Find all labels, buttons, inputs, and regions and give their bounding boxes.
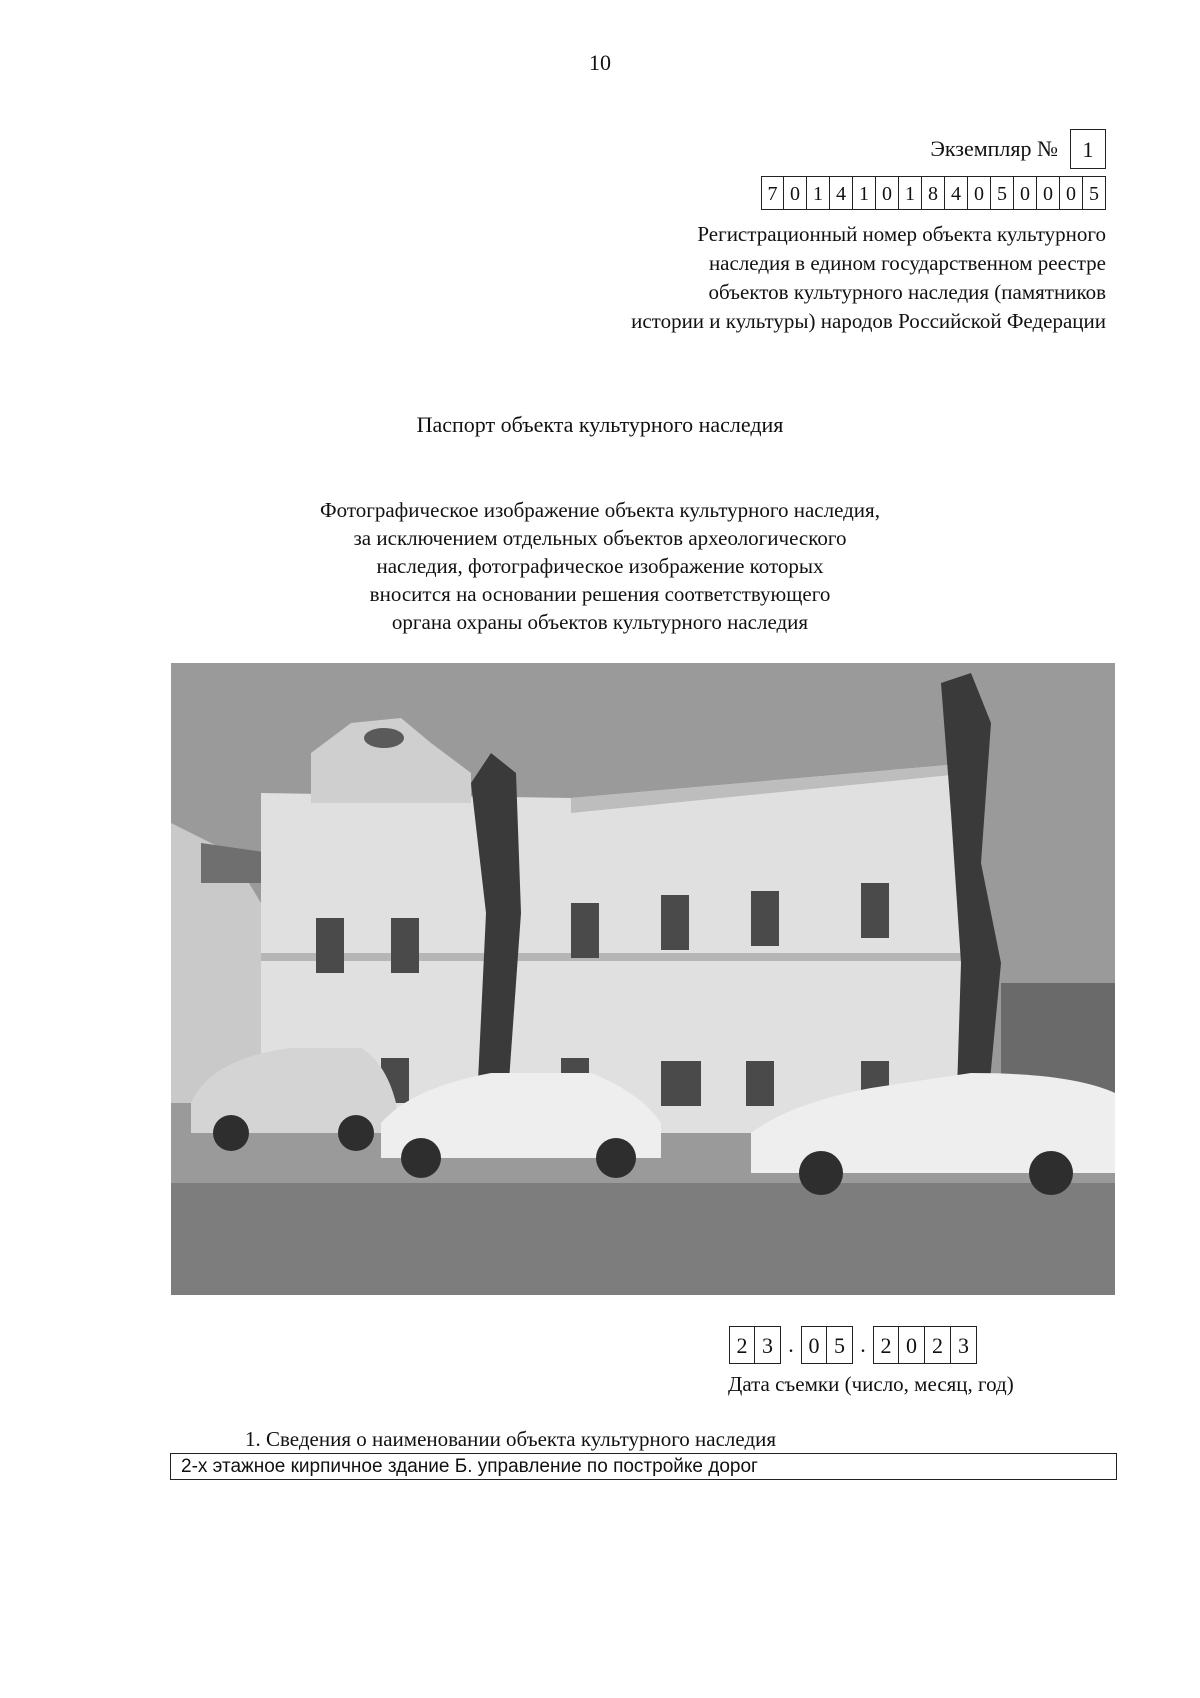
date-separator: . [860,1332,866,1357]
date-day-digit: 2 [729,1326,755,1364]
registration-digit: 4 [830,176,853,210]
registration-digit: 0 [968,176,991,210]
registration-digit: 0 [1037,176,1060,210]
photo-caption-line: Фотографическое изображение объекта культурного наследия, [320,498,880,522]
registration-caption-line: Регистрационный номер объекта культурного [697,222,1106,246]
date-month-digit: 5 [827,1326,853,1364]
registration-digit: 0 [1060,176,1083,210]
copy-number-row [930,128,1106,170]
date-year-digit: 2 [873,1326,899,1364]
registration-digit: 7 [761,176,784,210]
registration-digit: 5 [1083,176,1106,210]
passport-title: Паспорт объекта культурного наследия [416,412,784,437]
registration-digit: 0 [876,176,899,210]
date-separator: . [788,1332,794,1357]
building-photo-illustration [171,663,1115,1295]
date-day-digit: 3 [755,1326,781,1364]
date-year-digit: 0 [899,1326,925,1364]
registration-digit: 8 [922,176,945,210]
registration-caption [406,220,1106,336]
registration-digit: 1 [807,176,830,210]
photo-caption-line: за исключением отдельных объектов археологического [353,526,847,550]
copy-label: Экземпляр № [930,136,1058,161]
photo-caption [0,496,1200,636]
registration-digit: 0 [1014,176,1037,210]
registration-caption-line: наследия в едином государственном реестре [708,251,1106,275]
shoot-date-caption: Дата съемки (число, месяц, год) [728,1372,1014,1396]
object-name-field: 2-х этажное кирпичное здание Б. управление по постройке дорог [170,1453,1117,1480]
photo-caption-line: органа охраны объектов культурного наследия [391,610,809,634]
date-month-digit: 0 [801,1326,827,1364]
photo-caption-line: наследия, фотографическое изображение которых [376,554,824,578]
registration-digit: 5 [991,176,1014,210]
registration-digit: 0 [784,176,807,210]
registration-digit: 4 [945,176,968,210]
registration-digit: 1 [899,176,922,210]
section-1-heading: 1. Сведения о наименовании объекта культурного наследия [245,1427,777,1451]
page-number: 10 [589,50,611,75]
shoot-date-boxes [729,1326,977,1364]
copy-number-box: 1 [1070,129,1106,169]
building-photo [171,663,1115,1295]
photo-caption-line: вносится на основании решения соответствующего [369,582,831,606]
registration-digit: 1 [853,176,876,210]
date-year-digit: 3 [951,1326,977,1364]
registration-caption-line: объектов культурного наследия (памятников [708,280,1106,304]
registration-number-boxes [761,176,1106,210]
date-year-digit: 2 [925,1326,951,1364]
registration-caption-line: истории и культуры) народов Российской Федерации [631,309,1106,333]
